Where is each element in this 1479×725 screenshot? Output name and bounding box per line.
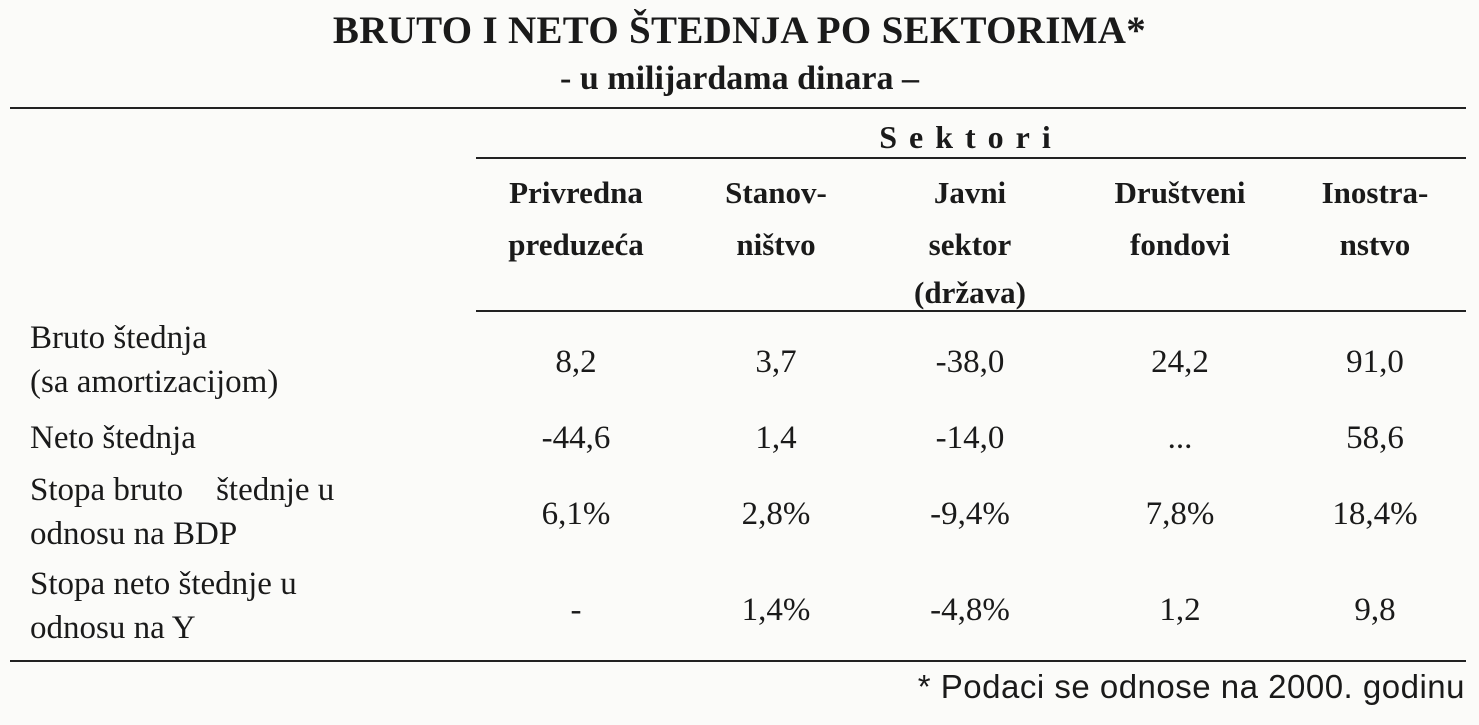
column-header-line: (država) <box>914 275 1026 310</box>
table-cell: 58,6 <box>1346 420 1404 456</box>
header-rule <box>476 310 1466 312</box>
table-subtitle: - u milijardama dinara – <box>560 60 919 97</box>
row-label-line: Stopa neto štednje u <box>30 566 297 602</box>
column-header-line: Javni <box>933 175 1007 210</box>
column-header <box>1080 167 1280 271</box>
column-header-line: Inostra- <box>1321 175 1429 210</box>
row-label <box>30 316 450 404</box>
table-cell: 3,7 <box>755 344 797 380</box>
table-cell: 24,2 <box>1151 344 1209 380</box>
table-cell: 1,2 <box>1159 592 1201 628</box>
row-label <box>30 562 450 650</box>
row-label-line: (sa amortizacijom) <box>30 364 279 400</box>
row-label-line: odnosu na BDP <box>30 516 238 552</box>
row-label-line: Stopa bruto štednje u <box>30 472 335 508</box>
table-cell: 6,1% <box>541 496 611 532</box>
table-cell: 7,8% <box>1145 496 1215 532</box>
column-header-line: Društveni <box>1114 175 1246 210</box>
table-cell: ... <box>1167 420 1193 456</box>
row-label-line: Bruto štednja <box>30 320 207 356</box>
column-header-line: ništvo <box>736 227 816 262</box>
column-header-line: sektor <box>928 227 1012 262</box>
table-cell: -9,4% <box>930 496 1010 532</box>
column-header-line: Privredna <box>509 175 643 210</box>
column-header-line: fondovi <box>1130 227 1230 262</box>
column-header-line: nstvo <box>1339 227 1411 262</box>
table-cell: -4,8% <box>930 592 1010 628</box>
column-header <box>870 167 1070 315</box>
table-cell: 8,2 <box>555 344 597 380</box>
table-cell: 1,4% <box>741 592 811 628</box>
table-title: BRUTO I NETO ŠTEDNJA PO SEKTORIMA* <box>332 9 1147 52</box>
column-header <box>686 167 866 271</box>
column-header <box>1290 167 1460 271</box>
group-rule <box>476 157 1466 159</box>
top-rule <box>10 107 1466 109</box>
table-cell: 1,4 <box>755 420 797 456</box>
column-header-line: Stanov- <box>725 175 827 210</box>
group-header: Sektori <box>879 119 1063 155</box>
table-cell: -44,6 <box>541 420 611 456</box>
row-label <box>30 416 450 460</box>
row-label <box>30 468 450 556</box>
table-cell: 91,0 <box>1346 344 1404 380</box>
table-cell: -38,0 <box>935 344 1005 380</box>
table-cell: 18,4% <box>1332 496 1418 532</box>
footnote: * Podaci se odnose na 2000. godinu <box>917 668 1465 705</box>
row-label-line: Neto štednja <box>30 420 196 456</box>
table-cell: -14,0 <box>935 420 1005 456</box>
table-cell: - <box>570 592 582 628</box>
bottom-rule <box>10 660 1466 662</box>
column-header <box>476 167 676 271</box>
table-cell: 9,8 <box>1354 592 1396 628</box>
column-header-line: preduzeća <box>508 227 644 262</box>
table-cell: 2,8% <box>741 496 811 532</box>
row-label-line: odnosu na Y <box>30 610 196 646</box>
